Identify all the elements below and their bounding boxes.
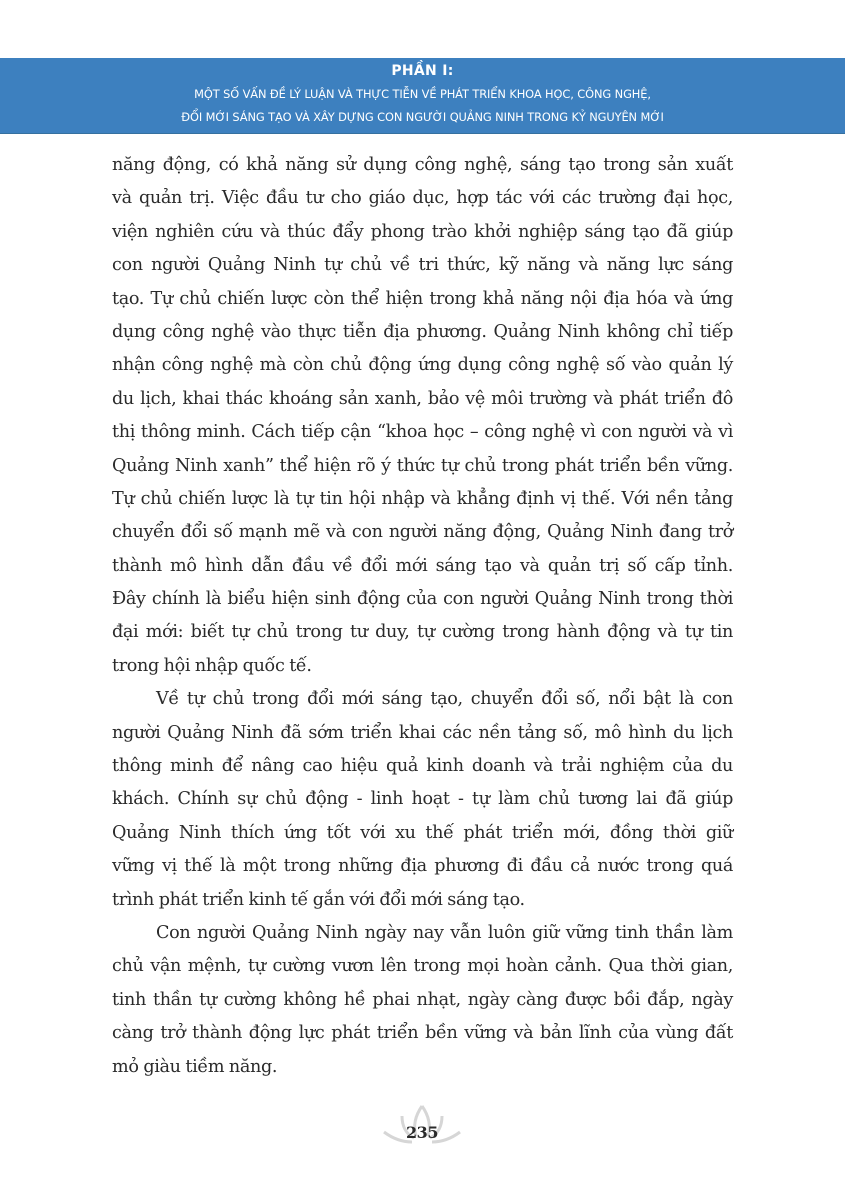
text-line: vững vị thế là một trong những địa phương đi đầu cả nước trong quá [112,856,733,877]
text-line: năng động, có khả năng sử dụng công nghệ, sáng tạo trong sản xuất [112,155,733,175]
text-line: thông minh để nâng cao hiệu quả kinh doanh và trải nghiệm của du [112,756,733,777]
text-line: Quảng Ninh xanh” thể hiện rõ ý thức tự chủ trong phát triển bền vững. [112,455,733,476]
text-line: tinh thần tự cường không hề phai nhạt, ngày càng được bồi đắp, ngày [112,989,733,1010]
paragraph-end-line: trình phát triển kinh tế gắn với đổi mới sáng tạo. [112,889,525,910]
paragraph-first-line: Về tự chủ trong đổi mới sáng tạo, chuyển đổi số, nổi bật là con [156,689,733,710]
text-line: con người Quảng Ninh tự chủ về tri thức, kỹ năng và năng lực sáng [112,255,733,276]
text-line: Đây chính là biểu hiện sinh động của con người Quảng Ninh trong thời [112,589,733,610]
paragraph-end-line: mỏ giàu tiềm năng. [112,1056,278,1077]
text-line: thành mô hình dẫn đầu về đổi mới sáng tạo và quản trị số cấp tỉnh. [112,555,733,576]
paragraph-end-line: trong hội nhập quốc tế. [112,655,312,676]
chapter-header-band [0,58,845,134]
text-line: dụng công nghệ vào thực tiễn địa phương. Quảng Ninh không chỉ tiếp [112,321,733,342]
text-line: thị thông minh. Cách tiếp cận “khoa học – công nghệ vì con người và vì [112,422,733,443]
text-line: đại mới: biết tự chủ trong tư duy, tự cường trong hành động và tự tin [112,622,733,643]
page-number-ornament [372,1100,472,1160]
text-line: chuyển đổi số mạnh mẽ và con người năng động, Quảng Ninh đang trở [112,522,733,543]
part-title: PHẦN I: [391,63,454,79]
text-line: người Quảng Ninh đã sớm triển khai các nền tảng số, mô hình du lịch [112,722,733,743]
text-line: nhận công nghệ mà còn chủ động ứng dụng công nghệ số vào quản lý [112,355,733,376]
part-subtitle-line-2: ĐỔI MỚI SÁNG TẠO VÀ XÂY DỰNG CON NGƯỜI QUẢNG NINH TRONG KỶ NGUYÊN MỚI [181,110,664,124]
text-line: càng trở thành động lực phát triển bền vững và bản lĩnh của vùng đất [112,1023,733,1044]
paragraph-first-line: Con người Quảng Ninh ngày nay vẫn luôn giữ vững tinh thần làm [156,922,733,943]
page-number: 235 [406,1123,438,1142]
text-line: Quảng Ninh thích ứng tốt với xu thế phát triển mới, đồng thời giữ [112,822,733,843]
part-subtitle-line-1: MỘT SỐ VẤN ĐỀ LÝ LUẬN VÀ THỰC TIỄN VỀ PHÁT TRIỂN KHOA HỌC, CÔNG NGHỆ, [194,87,651,101]
text-line: Tự chủ chiến lược là tự tin hội nhập và khẳng định vị thế. Với nền tảng [112,488,733,509]
text-line: viện nghiên cứu và thúc đẩy phong trào khởi nghiệp sáng tạo đã giúp [112,221,733,242]
body-text [112,149,733,1084]
text-line: chủ vận mệnh, tự cường vươn lên trong mọi hoàn cảnh. Qua thời gian, [112,956,733,977]
text-line: tạo. Tự chủ chiến lược còn thể hiện trong khả năng nội địa hóa và ứng [112,288,733,309]
text-line: khách. Chính sự chủ động - linh hoạt - tự làm chủ tương lai đã giúp [112,789,733,810]
text-line: và quản trị. Việc đầu tư cho giáo dục, hợp tác với các trường đại học, [112,188,733,209]
text-line: du lịch, khai thác khoáng sản xanh, bảo vệ môi trường và phát triển đô [112,388,733,409]
